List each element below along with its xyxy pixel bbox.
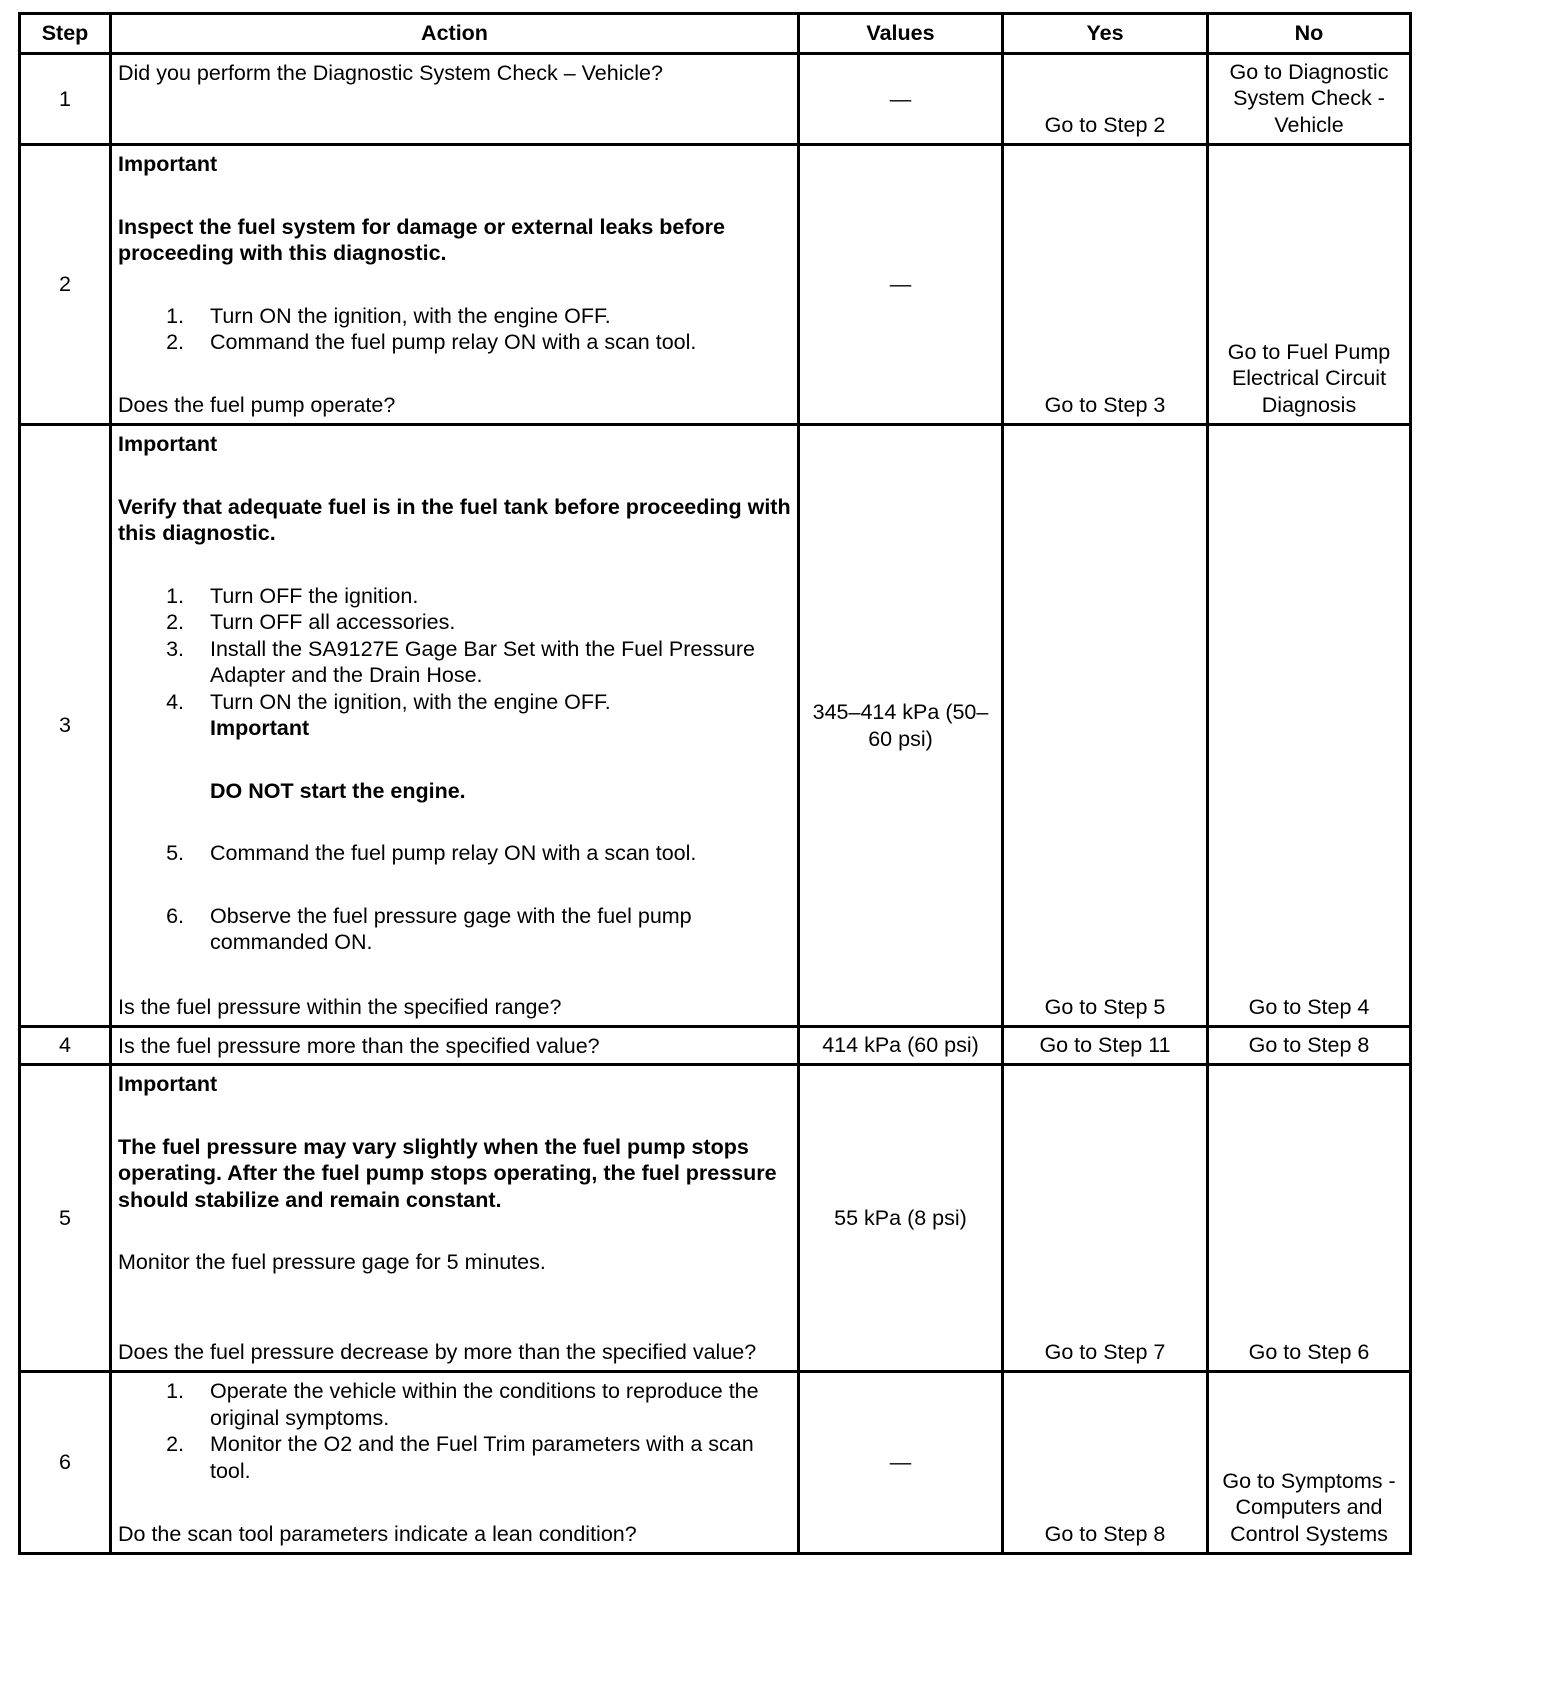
- list-item-body: [210, 689, 791, 805]
- header-values: Values: [800, 15, 1001, 52]
- important-text: The fuel pressure may vary slightly when the fuel pump stops operating. After the fuel pump stops operating, the fuel pressure should stabilize and remain constant.: [118, 1134, 777, 1212]
- question-text: Does the fuel pump operate?: [118, 392, 396, 417]
- no-cell: Go to Step 4: [1209, 426, 1409, 1025]
- header-step: Step: [21, 15, 109, 52]
- action-cell: [112, 1373, 797, 1552]
- question-text: Does the fuel pressure decrease by more than the specified value?: [118, 1339, 757, 1364]
- important-note: Important: [210, 716, 310, 740]
- list-number: 1.: [166, 583, 184, 608]
- values-cell: —: [800, 55, 1001, 143]
- values-cell: —: [800, 1373, 1001, 1552]
- list-item-text: Monitor the O2 and the Fuel Trim parameters with a scan tool.: [210, 1432, 754, 1483]
- list-item-text: Turn OFF the ignition.: [210, 583, 419, 608]
- values-cell: 414 kPa (60 psi): [800, 1028, 1001, 1063]
- list-number: 6.: [166, 903, 184, 928]
- values-cell: 55 kPa (8 psi): [800, 1066, 1001, 1370]
- list-item: [118, 840, 791, 867]
- list-item: [118, 636, 791, 689]
- list-number: 3.: [166, 636, 184, 661]
- step-number: 6: [21, 1373, 109, 1552]
- list-item: [118, 689, 791, 805]
- no-cell: Go to Diagnostic System Check - Vehicle: [1209, 55, 1409, 143]
- no-cell: Go to Fuel Pump Electrical Circuit Diagnosis: [1209, 146, 1409, 423]
- step-number: 4: [21, 1028, 109, 1063]
- list-item-body: [210, 329, 791, 356]
- yes-cell: Go to Step 5: [1004, 426, 1206, 1025]
- list-item-text: Turn ON the ignition, with the engine OFF.: [210, 303, 611, 328]
- no-cell: Go to Step 8: [1209, 1028, 1409, 1063]
- list-number: 2.: [166, 1432, 184, 1456]
- important-text: Important: [118, 1072, 218, 1096]
- list-item: [118, 583, 791, 610]
- action-cell: [112, 146, 797, 423]
- list-item-text: Command the fuel pump relay ON with a scan tool.: [210, 330, 697, 354]
- list-number: 1.: [166, 1379, 184, 1403]
- list-item-text: Install the SA9127E Gage Bar Set with the Fuel Pressure Adapter and the Drain Hose.: [210, 636, 755, 687]
- numbered-list: [118, 1378, 791, 1484]
- list-item-body: [210, 583, 791, 610]
- important-text: Important: [118, 152, 218, 176]
- list-item-body: [210, 609, 791, 636]
- list-number: 1.: [166, 303, 184, 328]
- action-text: Is the fuel pressure more than the specified value?: [118, 1034, 600, 1058]
- list-item-text: Turn ON the ignition, with the engine OFF.: [210, 689, 611, 714]
- action-cell: [112, 1028, 797, 1063]
- no-cell: Go to Symptoms - Computers and Control Systems: [1209, 1373, 1409, 1552]
- list-item-body: [210, 636, 791, 689]
- list-item-text: Observe the fuel pressure gage with the fuel pump commanded ON.: [210, 903, 692, 954]
- list-number: 5.: [166, 841, 184, 865]
- numbered-list: [118, 303, 791, 356]
- no-cell: Go to Step 6: [1209, 1066, 1409, 1370]
- action-text: Monitor the fuel pressure gage for 5 minutes.: [118, 1250, 546, 1274]
- yes-cell: Go to Step 2: [1004, 55, 1206, 143]
- list-item: [118, 303, 791, 330]
- important-text: Verify that adequate fuel is in the fuel tank before proceeding with this diagnostic.: [118, 494, 791, 545]
- values-cell: —: [800, 146, 1001, 423]
- important-text: Important: [118, 432, 218, 456]
- step-number: 5: [21, 1066, 109, 1370]
- list-item: [118, 1378, 791, 1431]
- action-cell: [112, 55, 797, 143]
- action-cell: [112, 426, 797, 1025]
- list-number: 2.: [166, 610, 184, 634]
- important-note: DO NOT start the engine.: [210, 778, 466, 803]
- values-cell: 345–414 kPa (50–60 psi): [800, 426, 1001, 1025]
- yes-cell: Go to Step 11: [1004, 1028, 1206, 1063]
- action-cell: [112, 1066, 797, 1370]
- yes-cell: Go to Step 7: [1004, 1066, 1206, 1370]
- step-number: 1: [21, 55, 109, 143]
- list-number: 4.: [166, 689, 184, 714]
- diagnostic-table: [18, 12, 1412, 1555]
- header-action: Action: [112, 15, 797, 52]
- list-item: [118, 1431, 791, 1484]
- list-item-body: [210, 1378, 791, 1431]
- step-number: 2: [21, 146, 109, 423]
- list-item-body: [210, 903, 791, 956]
- list-item: [118, 609, 791, 636]
- list-item: [118, 903, 791, 956]
- important-text: Inspect the fuel system for damage or external leaks before proceeding with this diagnostic.: [118, 214, 725, 265]
- step-number: 3: [21, 426, 109, 1025]
- numbered-list: [118, 583, 791, 956]
- question-text: Do the scan tool parameters indicate a lean condition?: [118, 1521, 637, 1546]
- list-item-text: Operate the vehicle within the conditions to reproduce the original symptoms.: [210, 1379, 759, 1430]
- list-item: [118, 329, 791, 356]
- yes-cell: Go to Step 3: [1004, 146, 1206, 423]
- list-item-text: Command the fuel pump relay ON with a scan tool.: [210, 841, 697, 865]
- question-text: Is the fuel pressure within the specified range?: [118, 994, 562, 1019]
- list-item-text: Turn OFF all accessories.: [210, 610, 456, 634]
- list-number: 2.: [166, 330, 184, 354]
- list-item-body: [210, 840, 791, 867]
- yes-cell: Go to Step 8: [1004, 1373, 1206, 1552]
- list-item-body: [210, 1431, 791, 1484]
- list-item-note: [210, 715, 791, 804]
- list-item-body: [210, 303, 791, 330]
- header-yes: Yes: [1004, 15, 1206, 52]
- header-no: No: [1209, 15, 1409, 52]
- action-text: Did you perform the Diagnostic System Check – Vehicle?: [118, 61, 663, 85]
